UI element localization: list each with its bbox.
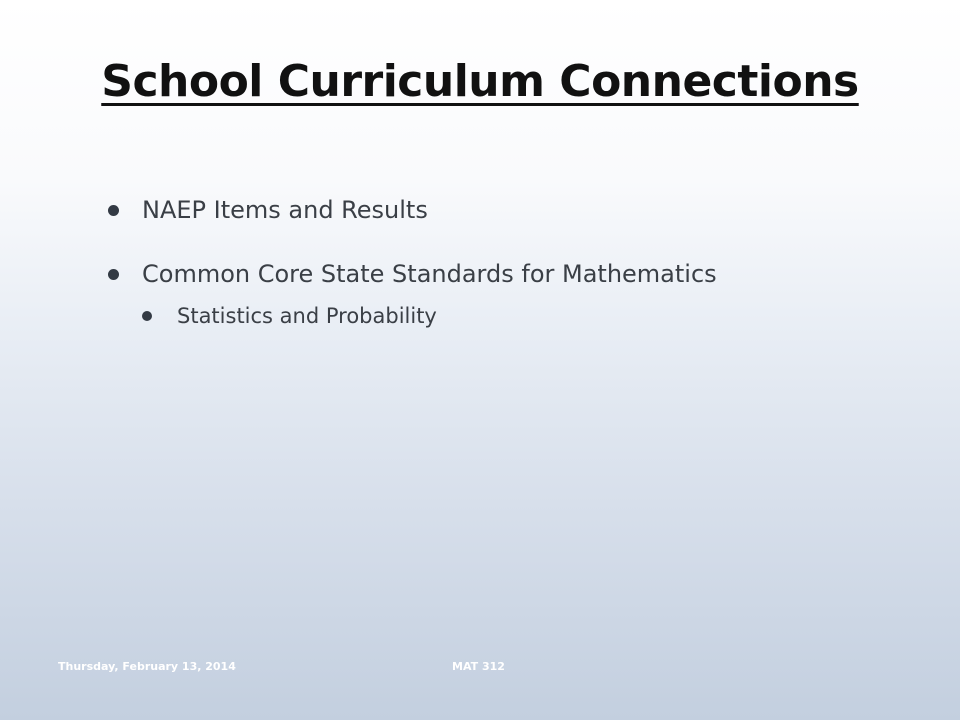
sub-bullet-text: Statistics and Probability [177, 304, 437, 328]
slide-title [0, 56, 960, 107]
bullet-dot-icon [142, 311, 152, 321]
sub-bullet-item [142, 298, 908, 334]
bullet-item [108, 190, 908, 230]
bullet-text: Common Core State Standards for Mathematics [142, 260, 717, 288]
bullet-dot-icon [108, 205, 119, 216]
footer-course: MAT 312 [452, 660, 505, 673]
footer-date: Thursday, February 13, 2014 [58, 660, 236, 673]
bullet-item [108, 254, 908, 294]
bullet-dot-icon [108, 269, 119, 280]
bullet-text: NAEP Items and Results [142, 196, 428, 224]
slide-title-text: School Curriculum Connections [101, 56, 859, 107]
bullet-list [108, 190, 908, 334]
